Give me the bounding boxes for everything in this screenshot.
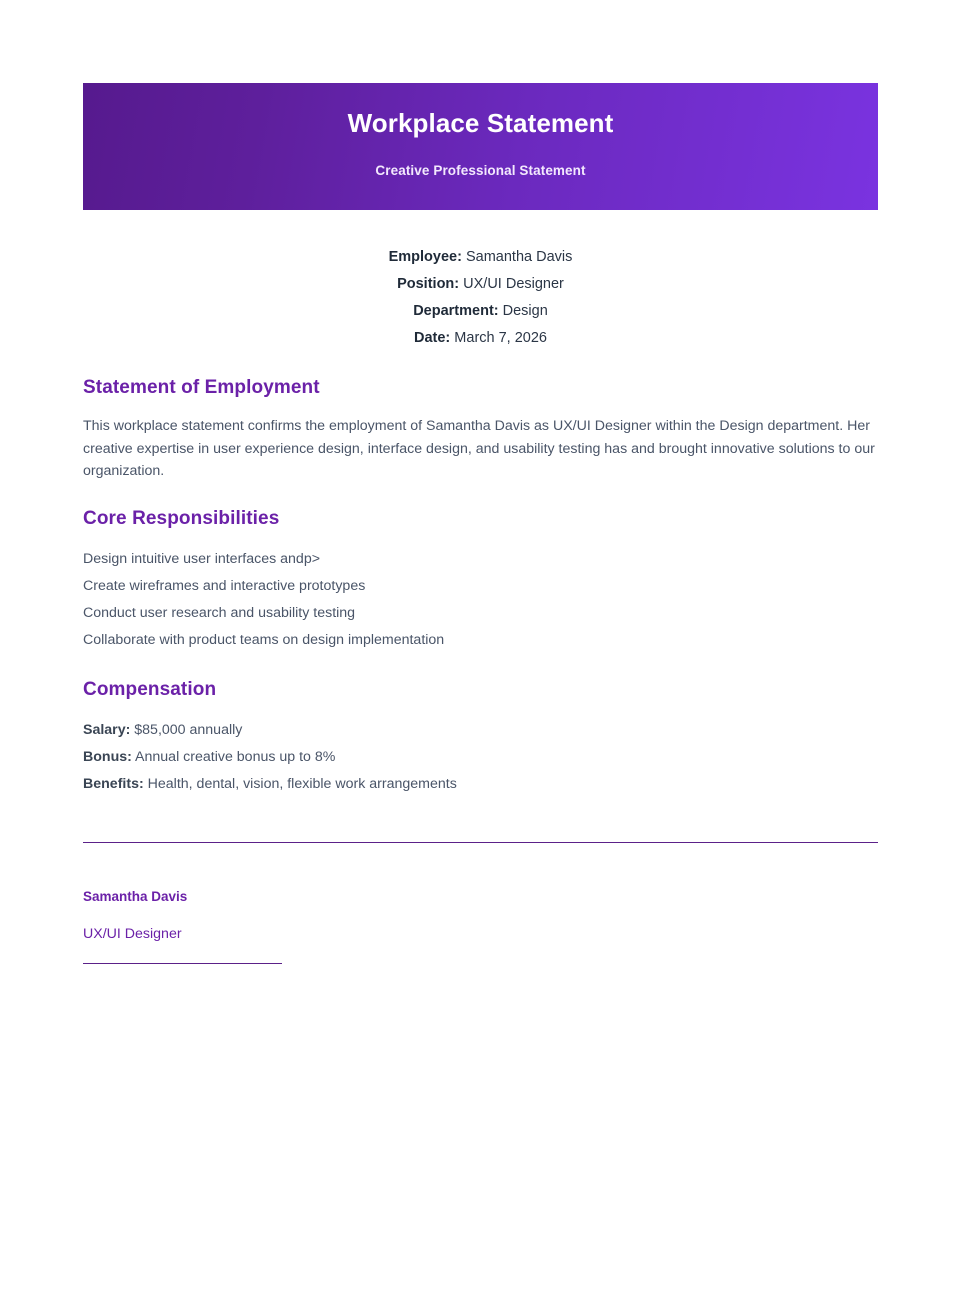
document-body [83, 83, 878, 964]
page-subtitle: Creative Professional Statement [375, 163, 586, 179]
signature-name: Samantha Davis [83, 888, 188, 904]
bonus-value: Annual creative bonus up to 8% [135, 748, 336, 765]
section-heading-responsibilities: Core Responsibilities [83, 507, 280, 529]
info-row-department [83, 298, 878, 325]
salary-value: $85,000 annually [134, 721, 243, 738]
list-item: Design intuitive user interfaces andp> [83, 550, 320, 567]
list-item [83, 717, 878, 744]
section-heading-compensation: Compensation [83, 678, 217, 700]
list-item [83, 771, 878, 798]
document-header-banner [83, 83, 878, 210]
position-label: Position: [397, 276, 460, 292]
info-row-position [83, 271, 878, 298]
signature-line [83, 963, 282, 964]
department-label: Department: [413, 303, 499, 319]
benefits-label: Benefits: [83, 775, 144, 792]
responsibilities-list [83, 546, 878, 654]
compensation-list [83, 717, 878, 798]
benefits-value: Health, dental, vision, flexible work arrangements [147, 775, 457, 792]
bonus-label: Bonus: [83, 748, 132, 765]
list-item [83, 744, 878, 771]
date-label: Date: [414, 330, 451, 346]
page-title: Workplace Statement [347, 108, 614, 138]
salary-label: Salary: [83, 721, 131, 738]
section-core-responsibilities [83, 483, 878, 654]
section-compensation [83, 654, 878, 798]
info-row-date [83, 325, 878, 352]
signature-block [83, 843, 878, 964]
info-row-employee [83, 244, 878, 271]
list-item: Conduct user research and usability testing [83, 604, 356, 621]
section-heading-employment: Statement of Employment [83, 377, 320, 398]
employee-label: Employee: [388, 249, 462, 265]
position-value: UX/UI Designer [463, 276, 564, 292]
signature-role: UX/UI Designer [83, 925, 182, 942]
employee-info-block [83, 210, 878, 352]
employee-value: Samantha Davis [465, 249, 573, 265]
department-value: Design [502, 303, 548, 319]
list-item: Collaborate with product teams on design implementation [83, 631, 445, 648]
section-statement-of-employment [83, 352, 878, 483]
list-item: Create wireframes and interactive prototypes [83, 577, 366, 594]
employment-paragraph: This workplace statement confirms the employment of Samantha Davis as UX/UI Designer within the Design department. Her creative expertise in user experience design, interface design, and usability testing has and brought innovative solutions to our organization. [83, 418, 875, 479]
date-value: March 7, 2026 [454, 330, 547, 346]
